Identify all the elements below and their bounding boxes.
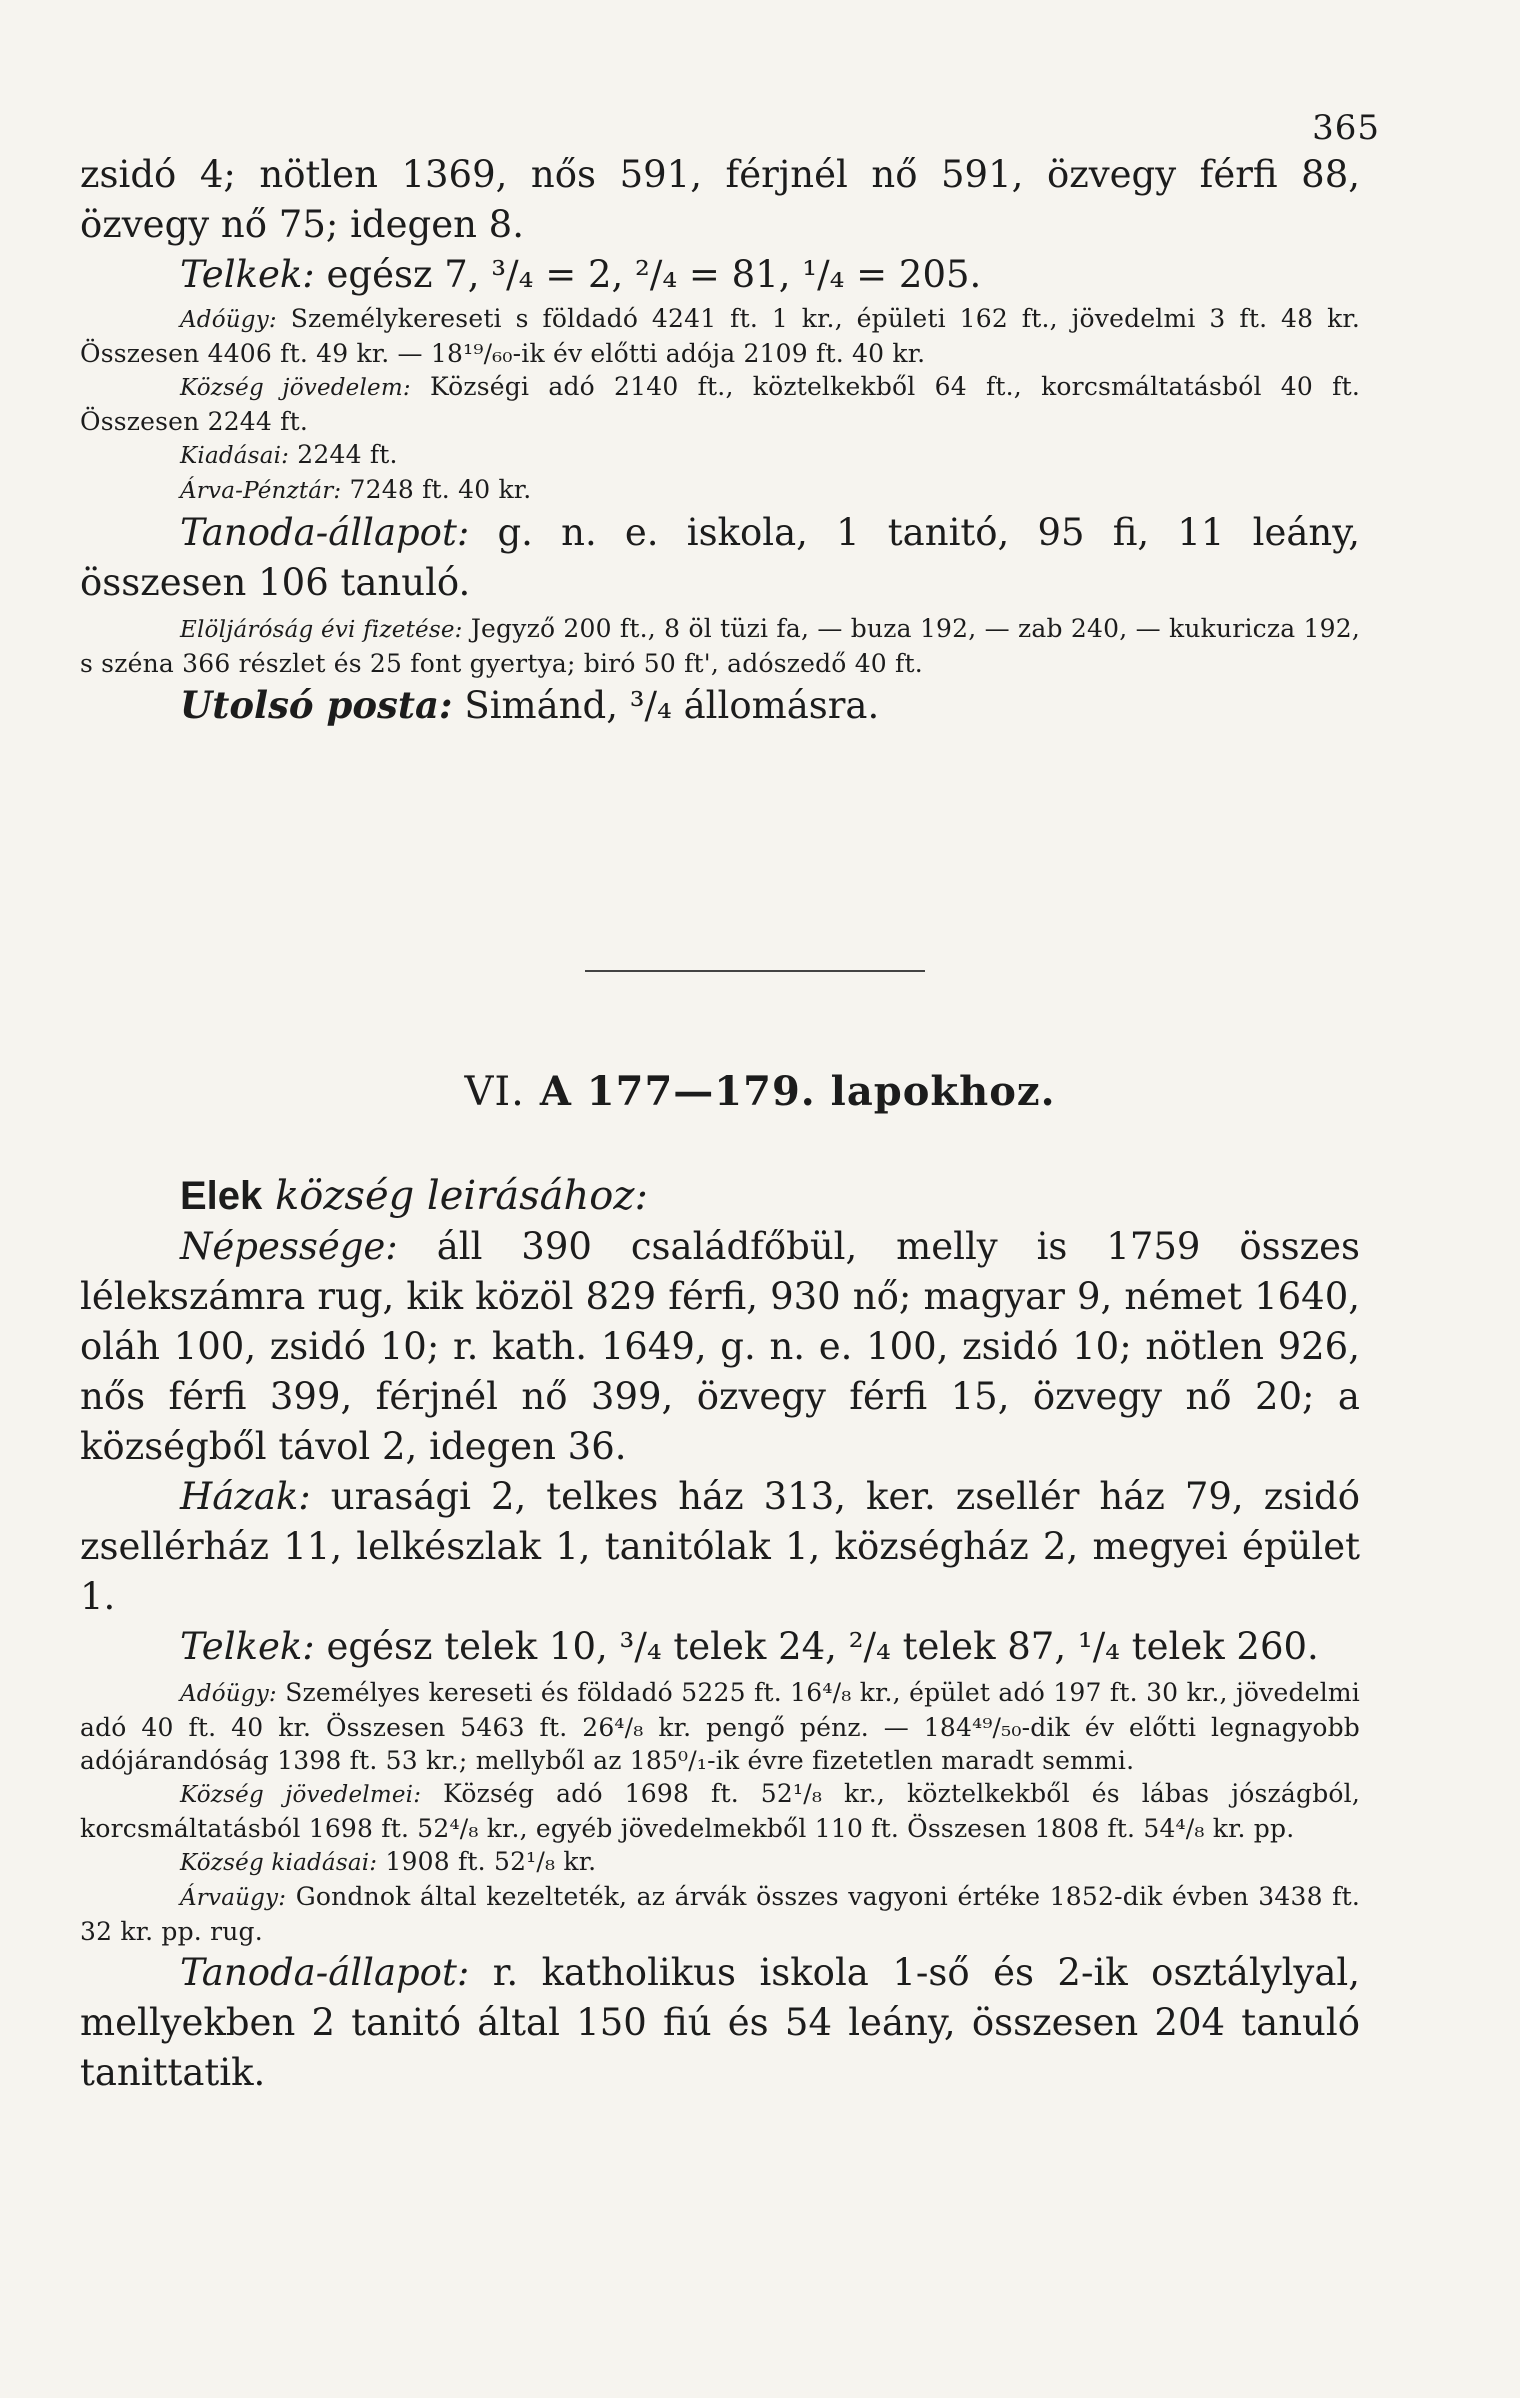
section-divider [585, 970, 925, 972]
arva-penztar-paragraph: Árva-Pénztár: 7248 ft. 40 kr. [180, 475, 532, 504]
elek-name: Elek [180, 1174, 263, 1218]
top-section [80, 150, 1360, 731]
hazak-paragraph: Házak: urasági 2, telkes ház 313, ker. zsellér ház 79, zsidó zsellérház 11, lelkészlak 1, tanitólak 1, községház 2, megyei épület 1. [80, 1475, 1360, 1618]
elek-kozseg-kiadasai-paragraph: Község kiadásai: 1908 ft. 52¹/₈ kr. [180, 1847, 597, 1876]
posta-label: Utolsó posta: [180, 683, 453, 727]
hazak-label: Házak: [180, 1475, 311, 1518]
page-number: 365 [1312, 108, 1380, 148]
population-continuation: zsidó 4; nötlen 1369, nős 591, férjnél nő 591, özvegy férfi 88, özvegy nő 75; idegen 8. [80, 153, 1360, 246]
kiadasai-paragraph: Kiadásai: 2244 ft. [180, 440, 398, 469]
arva-penztar-label: Árva-Pénztár: [180, 478, 342, 504]
elek-arvaugy-paragraph: Árvaügy: Gondnok által kezelteték, az árvák összes vagyoni értéke 1852-dik évben 3438 ft. 32 kr. pp. rug. [80, 1882, 1360, 1946]
elek-section [80, 1170, 1360, 2098]
section-heading [0, 1068, 1520, 1115]
elek-telkek-paragraph: Telkek: egész telek 10, ³/₄ telek 24, ²/₄ telek 87, ¹/₄ telek 260. [180, 1625, 1319, 1668]
kozseg-jovedelem-label: Község jövedelem: [180, 375, 411, 401]
elek-telkek-label: Telkek: [180, 1625, 315, 1668]
elek-heading [80, 1170, 1360, 1222]
elek-heading-rest: község leirásához: [275, 1173, 648, 1219]
nepesseg-paragraph: Népessége: áll 390 családfőbül, melly is 1759 összes lélekszámra rug, kik közöl 829 férfi, 930 nő; magyar 9, német 1640, oláh 100, zsidó 10; r. kath. 1649, g. n. e. 100, zsidó 10; nötlen 926, nős férfi 399, férjnél nő 399, özvegy férfi 15, özvegy nő 20; a községből távol 2, idegen 36. [80, 1225, 1360, 1468]
adougy-label: Adóügy: [180, 307, 277, 333]
tanoda-paragraph: Tanoda-állapot: g. n. e. iskola, 1 tanitó, 95 fi, 11 leány, összesen 106 tanuló. [80, 511, 1360, 604]
elek-arvaugy-label: Árvaügy: [180, 1885, 287, 1911]
section-title: A 177—179. lapokhoz. [539, 1068, 1056, 1115]
tanoda-label: Tanoda-állapot: [180, 511, 470, 554]
section-roman: VI. [464, 1069, 525, 1115]
elek-adougy-label: Adóügy: [180, 1681, 277, 1707]
elek-adougy-paragraph: Adóügy: Személyes kereseti és földadó 5225 ft. 16⁴/₈ kr., épület adó 197 ft. 30 kr., jövedelmi adó 40 ft. 40 kr. Összesen 5463 ft. 26⁴/₈ kr. pengő pénz. — 184⁴⁹/₅₀-dik év előtti legnagyobb adójárandóság 1398 ft. 53 kr.; mellyből az 185⁰/₁-ik évre fizetetlen maradt semmi. [80, 1678, 1360, 1775]
telkek-paragraph: Telkek: egész 7, ³/₄ = 2, ²/₄ = 81, ¹/₄ = 205. [180, 253, 982, 296]
elek-kozseg-jovedelmei-paragraph: Község jövedelmei: Község adó 1698 ft. 52¹/₈ kr., köztelkekből és lábas jószágból, korcsmáltatásból 1698 ft. 52⁴/₈ kr., egyéb jövedelmekből 110 ft. Összesen 1808 ft. 54⁴/₈ kr. pp. [80, 1779, 1360, 1843]
nepesseg-label: Népessége: [180, 1225, 398, 1268]
posta-paragraph: Utolsó posta: Simánd, ³/₄ állomásra. [180, 683, 880, 727]
elek-tanoda-label: Tanoda-állapot: [180, 1951, 470, 1994]
elek-kozseg-kiadasai-label: Község kiadásai: [180, 1850, 378, 1876]
kozseg-jovedelem-paragraph: Község jövedelem: Községi adó 2140 ft., köztelkekből 64 ft., korcsmáltatásból 40 ft. Összesen 2244 ft. [80, 372, 1360, 436]
eloljarosag-paragraph: Elöljáróság évi fizetése: Jegyző 200 ft., 8 öl tüzi fa, — buza 192, — zab 240, — kukuricza 192, s széna 366 részlet és 25 font gyertya; biró 50 ft', adószedő 40 ft. [80, 614, 1360, 678]
kiadasai-label: Kiadásai: [180, 443, 290, 469]
eloljarosag-label: Elöljáróság évi fizetése: [180, 617, 463, 643]
adougy-paragraph: Adóügy: Személykereseti s földadó 4241 ft. 1 kr., épületi 162 ft., jövedelmi 3 ft. 48 kr. Összesen 4406 ft. 49 kr. — 18¹⁹/₆₀-ik év előtti adója 2109 ft. 40 kr. [80, 304, 1360, 368]
telkek-label: Telkek: [180, 253, 315, 296]
elek-kozseg-jovedelmei-label: Község jövedelmei: [180, 1782, 422, 1808]
elek-tanoda-paragraph: Tanoda-állapot: r. katholikus iskola 1-ső és 2-ik osztálylyal, mellyekben 2 tanitó által 150 fiú és 54 leány, összesen 204 tanuló tanittatik. [80, 1951, 1360, 2094]
